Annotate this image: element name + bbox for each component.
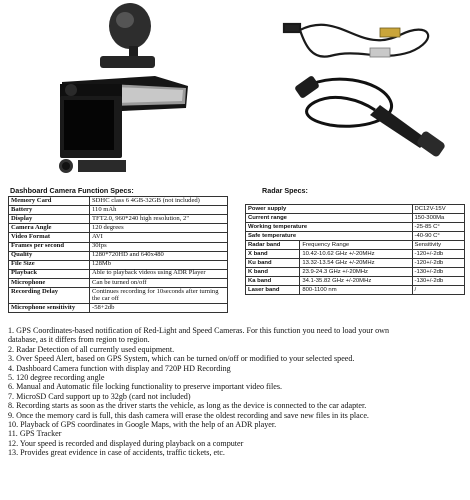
spec-value: 30fps [90, 242, 228, 251]
list-item: 3. Over Speed Alert, based on GPS System, which can be turned on/off or modified to your selected speed. [8, 354, 355, 364]
table-row [246, 231, 465, 240]
spec-value: 1280*720HD and 640x480 [90, 251, 228, 260]
list-item: database, as it differs from region to region. [8, 335, 150, 345]
spec-label: Microphone [9, 278, 90, 287]
spec-label: Playback [9, 269, 90, 278]
spec-value: TFT2.0, 960*240 high resolution, 2" [90, 215, 228, 224]
radar-cell: / [412, 285, 464, 294]
radar-cell: 10.42-10.62 GHz +/-20MHz [300, 249, 412, 258]
radar-cell: -25-85 C° [412, 222, 464, 231]
spec-label: Video Format [9, 233, 90, 242]
radar-cell: 800-1100 nm [300, 285, 412, 294]
radar-cell: Radar band [246, 240, 300, 249]
radar-cell: -130+/-2db [412, 267, 464, 276]
list-item: 11. GPS Tracker [8, 429, 62, 439]
radar-cell: Current range [246, 213, 413, 222]
table-row [9, 197, 228, 206]
list-item: 6. Manual and Automatic file locking functionality to preserve important video files. [8, 382, 282, 392]
list-item: 2. Radar Detection of all currently used equipment. [8, 344, 175, 354]
spec-label: Recording Delay [9, 288, 90, 304]
radar-cell: Working temperature [246, 222, 413, 231]
table-row [9, 278, 228, 287]
radar-cell: DC12V-15V [412, 205, 464, 214]
spec-label: Frames per second [9, 242, 90, 251]
spec-label: Battery [9, 206, 90, 215]
radar-cell: -120+/-2db [412, 249, 464, 258]
table-row [246, 276, 465, 285]
list-item: 5. 120 degree recording angle [8, 373, 105, 383]
radar-cell: Ka band [246, 276, 300, 285]
spec-value: 110 mAh [90, 206, 228, 215]
radar-cell: 150-300Ma [412, 213, 464, 222]
spec-value: SDHC class 6 4GB-32GB (not included) [90, 197, 228, 206]
table-row [9, 233, 228, 242]
spec-value: Can be turned on/off [90, 278, 228, 287]
table-row [246, 249, 465, 258]
radar-cell: K band [246, 267, 300, 276]
radar-cell: Power supply [246, 205, 413, 214]
table-row [9, 215, 228, 224]
table-row [246, 240, 465, 249]
camera-specs-title: Dashboard Camera Function Specs: [10, 186, 134, 195]
table-row [246, 222, 465, 231]
list-item: 9. Once the memory card is full, this dash camera will erase the oldest recording and save new files in its place. [8, 410, 369, 420]
list-item: 8. Recording starts as soon as the driver starts the vehicle, as long as the device is connected to the car adapter. [8, 401, 367, 411]
radar-cell: Laser band [246, 285, 300, 294]
table-row [9, 224, 228, 233]
radar-cell: Frequency Range [300, 240, 412, 249]
spec-value: -58+2db [90, 304, 228, 313]
spec-label: Microphone sensitivity [9, 304, 90, 313]
radar-cell: 23.9-24.3 GHz +/-20MHz [300, 267, 412, 276]
feature-list [8, 326, 468, 458]
spec-label: Quality [9, 251, 90, 260]
table-row [9, 288, 228, 304]
list-item: 13. Provides great evidence in case of accidents, traffic tickets, etc. [8, 448, 225, 458]
spec-value: 120 degrees [90, 224, 228, 233]
radar-cell: -40-90 C° [412, 231, 464, 240]
table-row [9, 251, 228, 260]
radar-cell: Safe temperature [246, 231, 413, 240]
radar-cell: Sensitivity [412, 240, 464, 249]
spec-value: Continues recording for 10seconds after turning the car off [90, 288, 228, 304]
spec-value: Able to playback videos using ADR Player [90, 269, 228, 278]
list-item: 10. Playback of GPS coordinates in Google Maps, with the help of an ADR player. [8, 420, 277, 430]
radar-cell: 34.1-35.82 GHz +/-20MHz [300, 276, 412, 285]
list-item: 1. GPS Coordinates-based notification of Red-Light and Speed Cameras. For this function you need to load your own [8, 326, 390, 335]
list-item: 7. MicroSD Card support up to 32gb (card not included) [8, 391, 191, 401]
dash-camera-device-image [59, 3, 188, 173]
table-row [9, 269, 228, 278]
table-row [246, 285, 465, 294]
radar-specs-table [245, 204, 465, 295]
table-row [9, 304, 228, 313]
product-photos [0, 0, 470, 180]
table-row [9, 206, 228, 215]
table-row [246, 213, 465, 222]
table-row [9, 242, 228, 251]
table-row [246, 258, 465, 267]
av-cable-image [284, 24, 428, 57]
spec-label: Display [9, 215, 90, 224]
radar-cell: X band [246, 249, 300, 258]
radar-cell: Ku band [246, 258, 300, 267]
spec-value: 128Mb [90, 260, 228, 269]
radar-cell: -130+/-2db [412, 276, 464, 285]
radar-specs-title: Radar Specs: [262, 186, 308, 195]
spec-label: File Size [9, 260, 90, 269]
table-row [246, 267, 465, 276]
spec-label: Camera Angle [9, 224, 90, 233]
list-item: 12. Your speed is recorded and displayed during playback on a computer [8, 438, 244, 448]
list-item: 4. Dashboard Camera function with display and 720P HD Recording [8, 363, 231, 373]
radar-cell: -120+/-2db [412, 258, 464, 267]
spec-label: Memory Card [9, 197, 90, 206]
spec-value: AVI [90, 233, 228, 242]
camera-specs-table [8, 196, 228, 313]
table-row [246, 205, 465, 214]
car-charger-cable-image [294, 75, 446, 158]
radar-cell: 13.32-13.54 GHz +/-20MHz [300, 258, 412, 267]
table-row [9, 260, 228, 269]
